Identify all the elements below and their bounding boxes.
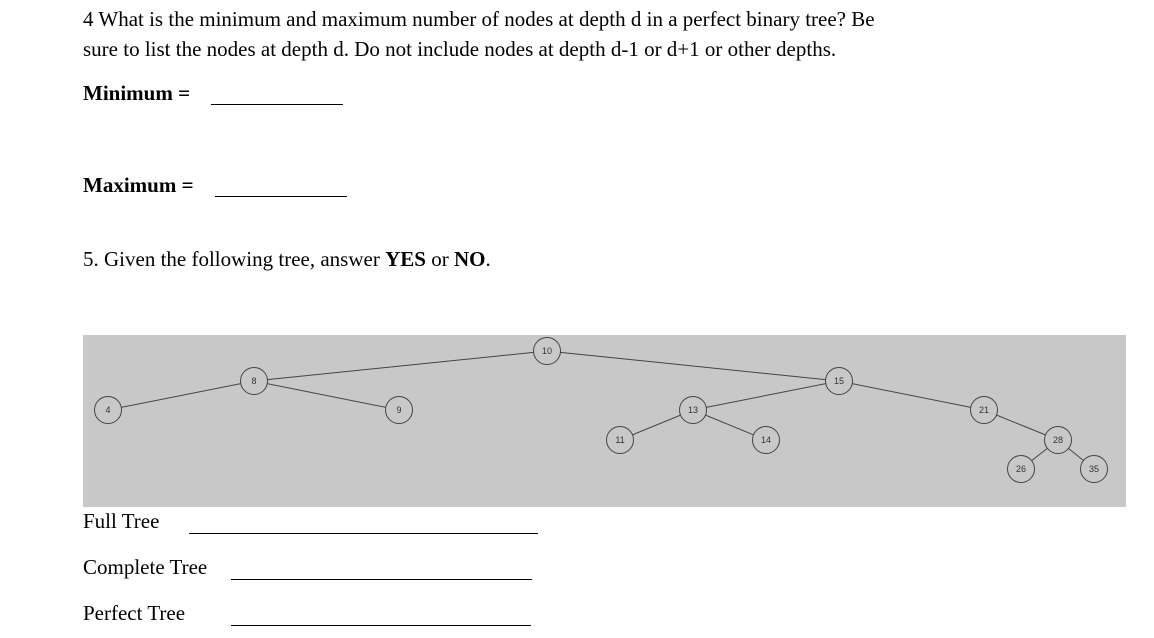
tree-node-26 <box>1008 456 1035 483</box>
full-tree-label: Full Tree <box>83 509 160 533</box>
q4-line1: 4 What is the minimum and maximum number of nodes at depth d in a perfect binary tree? Be <box>83 7 875 31</box>
tree-node-8 <box>241 368 268 395</box>
tree-node-label: 35 <box>1088 464 1100 474</box>
tree-edge-8-9 <box>254 381 399 410</box>
q4-line2: sure to list the nodes at depth d. Do not include nodes at depth d-1 or d+1 or other depths. <box>83 37 837 61</box>
complete-tree-label: Complete Tree <box>83 555 208 579</box>
tree-node-label: 10 <box>541 346 553 356</box>
maximum-answer-blank[interactable] <box>215 196 347 197</box>
tree-node-11 <box>607 427 634 454</box>
tree-edge-8-4 <box>108 381 254 410</box>
minimum-label: Minimum = <box>83 81 191 105</box>
q5-prompt <box>83 244 491 274</box>
tree-edge-15-21 <box>839 381 984 410</box>
tree-node-label: 26 <box>1015 464 1027 474</box>
tree-node-35 <box>1081 456 1108 483</box>
tree-node-21 <box>971 397 998 424</box>
tree-edge-10-15 <box>547 351 839 381</box>
q5-yes: YES <box>385 247 426 271</box>
tree-diagram-panel <box>83 335 1126 507</box>
tree-node-label: 13 <box>687 405 699 415</box>
tree-node-label: 21 <box>978 405 990 415</box>
minimum-answer-blank[interactable] <box>211 104 343 105</box>
full-tree-answer-blank[interactable] <box>189 533 538 534</box>
tree-node-13 <box>680 397 707 424</box>
tree-node-14 <box>753 427 780 454</box>
q5-prefix: 5. Given the following tree, answer <box>83 247 386 271</box>
tree-node-label: 11 <box>615 435 625 445</box>
tree-node-9 <box>386 397 413 424</box>
maximum-label: Maximum = <box>83 173 194 197</box>
q5-or: or <box>425 247 454 271</box>
tree-node-label: 14 <box>760 435 772 445</box>
tree-edge-15-13 <box>693 381 839 410</box>
tree-node-label: 8 <box>251 376 257 386</box>
tree-node-label: 28 <box>1052 435 1064 445</box>
perfect-tree-answer-blank[interactable] <box>231 625 531 626</box>
perfect-tree-label: Perfect Tree <box>83 601 186 625</box>
q5-no: NO <box>453 247 486 271</box>
complete-tree-answer-blank[interactable] <box>231 579 532 580</box>
tree-node-label: 9 <box>396 405 402 415</box>
tree-node-4 <box>95 397 122 424</box>
tree-node-label: 4 <box>105 405 111 415</box>
tree-node-10 <box>534 338 561 365</box>
tree-edge-10-8 <box>254 351 547 381</box>
q5-suffix: . <box>485 247 491 271</box>
tree-node-28 <box>1045 427 1072 454</box>
binary-tree-diagram <box>83 335 1126 507</box>
tree-node-15 <box>826 368 853 395</box>
tree-node-label: 15 <box>833 376 845 386</box>
